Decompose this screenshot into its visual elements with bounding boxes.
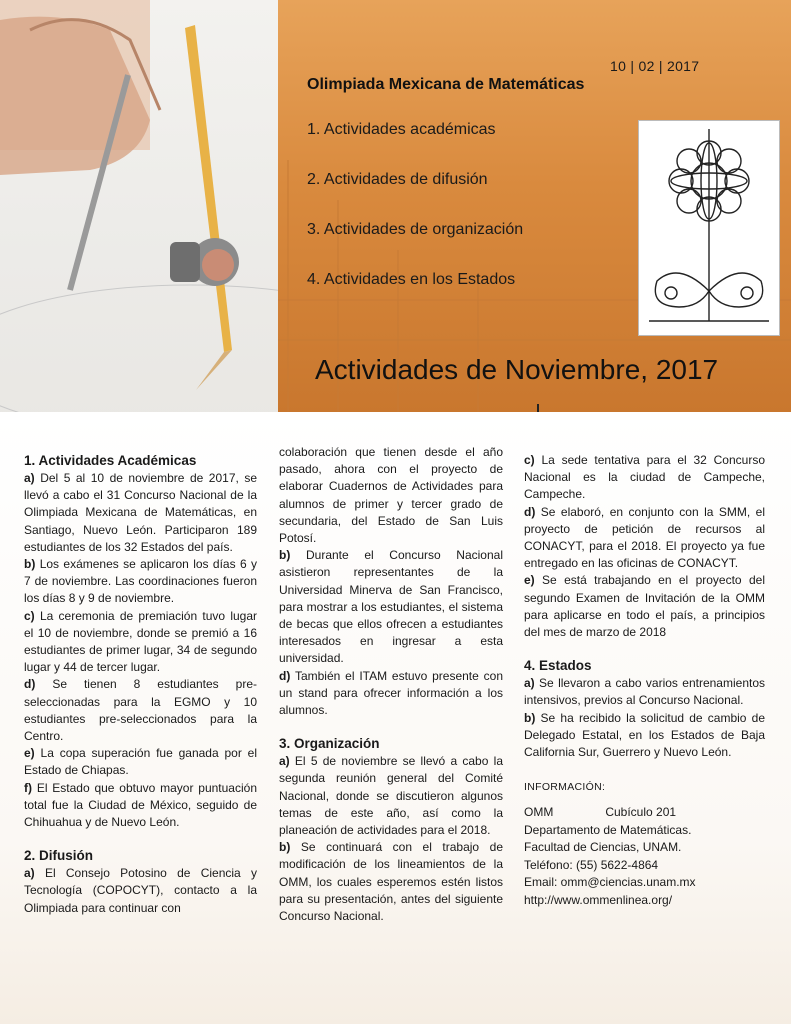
header-photo — [0, 0, 278, 428]
organization-name: Olimpiada Mexicana de Matemáticas — [307, 76, 585, 93]
paragraph — [524, 572, 765, 641]
contact-org-line — [524, 804, 765, 822]
spacer — [279, 719, 503, 735]
spacer — [524, 761, 765, 777]
item-label: b) — [279, 840, 291, 855]
contents-item-academicas: 1. Actividades académicas — [307, 121, 496, 138]
paragraph — [279, 668, 503, 720]
item-text: El 5 de noviembre se llevó a cabo la segunda reunión general del Comité Nacional, donde se discutieron algunos temas de este año, así como la planeación de actividades para el 2018. — [279, 754, 503, 838]
item-text: También el ITAM estuvo presente con un stand para ofrecer información a los alumnos. — [279, 668, 503, 718]
item-label: c) — [524, 453, 535, 467]
paragraph — [24, 608, 257, 677]
paragraph: colaboración que tienen desde el año pasado, ahora con el proyecto de elaborar Cuadernos de Actividades para alumnos de primer y tercer grado de secundaria, del Estado de San Luis Potosí. — [279, 445, 503, 546]
info-label: INFORMACIÓN: — [524, 781, 606, 794]
contents-list — [307, 118, 523, 318]
page-title: Actividades de Noviembre, 2017 — [315, 354, 719, 385]
item-label: a) — [24, 471, 35, 485]
spacer — [524, 641, 765, 657]
item-label: c) — [24, 608, 35, 623]
contents-item-difusion: 2. Actividades de difusión — [307, 171, 488, 188]
item-text: La ceremonia de premiación tuvo lugar el 10 de noviembre, donde se premió a 16 estudiantes de primer lugar, 34 de segundo lugar y 44 de tercer lugar. — [24, 608, 257, 675]
item-text: Se elaboró, en conjunto con la SMM, el proyecto de petición de recursos al CONACYT, para el 2018. El proyecto ya fue entregado en las oficinas de CONACYT. — [524, 504, 765, 571]
paragraph — [524, 710, 765, 762]
section-heading-organizacion: 3. Organización — [279, 736, 380, 752]
item-label: d) — [24, 677, 36, 692]
spacer — [524, 796, 765, 804]
contact-org: OMM — [524, 805, 554, 820]
item-label: e) — [524, 573, 535, 588]
item-text: Se ha recibido la solicitud de cambio de Delegado Estatal, en los Estados de Baja California Sur, Guerrero y Nuevo León. — [524, 710, 765, 760]
paragraph — [24, 865, 257, 917]
item-label: d) — [524, 504, 536, 519]
contact-office: Cubículo 201 — [605, 805, 677, 820]
paragraph — [524, 675, 765, 709]
paragraph — [24, 470, 257, 556]
issue-date: 10 | 02 | 2017 — [610, 58, 700, 74]
section-heading-estados: 4. Estados — [524, 658, 592, 674]
item-text: Se tienen 8 estudiantes pre-seleccionadas para la EGMO y 10 estudiantes pre-seleccionados para la Centro. — [24, 677, 257, 744]
paragraph — [279, 547, 503, 667]
paragraph — [24, 556, 257, 608]
paragraph — [524, 504, 765, 573]
paragraph — [279, 839, 503, 925]
item-label: a) — [524, 676, 535, 691]
item-text: Se continuará con el trabajo de modificación de los lineamientos de la OMM, los cuales esperemos estén listos para su presentación, antes del siguiente Concurso Nacional. — [279, 840, 503, 924]
omm-flower-logo — [638, 120, 780, 336]
section-heading-academicas: 1. Actividades Académicas — [24, 453, 197, 468]
column-1 — [24, 452, 257, 917]
contents-item-estados: 4. Actividades en los Estados — [307, 271, 516, 288]
item-text: Los exámenes se aplicaron los días 6 y 7 de noviembre. Las coordinaciones fueron los días 8 y 9 de noviembre. — [24, 557, 257, 606]
section-heading-difusion: 2. Difusión — [24, 848, 94, 864]
column-3 — [524, 452, 765, 909]
paragraph — [24, 780, 257, 832]
item-text: La sede tentativa para el 32 Concurso Nacional es la ciudad de Campeche, Campeche. — [524, 453, 765, 502]
contents-item-organizacion: 3. Actividades de organización — [307, 221, 524, 238]
paragraph — [524, 452, 765, 504]
item-label: b) — [24, 557, 36, 572]
contact-website-link[interactable]: http://www.ommenlinea.org/ — [524, 892, 673, 907]
item-text: Se está trabajando en el proyecto del segundo Examen de Invitación de la OMM para aplicarse en todo el país, a principios del mes de marzo de 2018 — [524, 573, 765, 640]
item-text: La copa superación fue ganada por el Estado de Chiapas. — [24, 746, 257, 778]
item-text: Durante el Concurso Nacional asistieron representantes de la Universidad Minerva de San Francisco, para mostrar a los estudiantes, el sistema de becas que ellos ofrecen a estudiantes interesados en ingresar a esta universidad. — [279, 548, 503, 666]
item-label: e) — [24, 746, 35, 761]
compass-pencil-illustration — [0, 0, 278, 428]
item-label: f) — [24, 780, 32, 795]
item-text: El Estado que obtuvo mayor puntuación total fue la Ciudad de México, seguido de Chihuahua y de Nuevo León. — [24, 780, 257, 830]
item-label: b) — [279, 548, 291, 563]
item-label: d) — [279, 668, 291, 683]
contact-department: Departamento de Matemáticas. — [524, 822, 692, 837]
paragraph — [24, 676, 257, 745]
paragraph — [24, 745, 257, 779]
column-2 — [279, 444, 503, 925]
item-label: a) — [24, 866, 35, 881]
contact-faculty: Facultad de Ciencias, UNAM. — [524, 840, 682, 855]
paragraph — [279, 753, 503, 839]
item-label: a) — [279, 754, 290, 769]
spacer — [24, 831, 257, 847]
item-text: El Consejo Potosino de Ciencia y Tecnología (COPOCYT), contacto a la Olimpiada para continuar con — [24, 866, 257, 915]
contact-email[interactable]: Email: omm@ciencias.unam.mx — [524, 875, 696, 890]
item-label: b) — [524, 710, 536, 725]
contact-phone: Teléfono: (55) 5622-4864 — [524, 857, 659, 872]
item-text: Del 5 al 10 de noviembre de 2017, se llevó a cabo el 31 Concurso Nacional de la Olimpiada Mexicana de Matemáticas, en Santiago, Nuevo León. Participaron 189 estudiantes de los 32 Estados del país. — [24, 471, 257, 554]
item-text: Se llevaron a cabo varios entrenamientos intensivos, previos al Concurso Nacional. — [524, 676, 765, 708]
